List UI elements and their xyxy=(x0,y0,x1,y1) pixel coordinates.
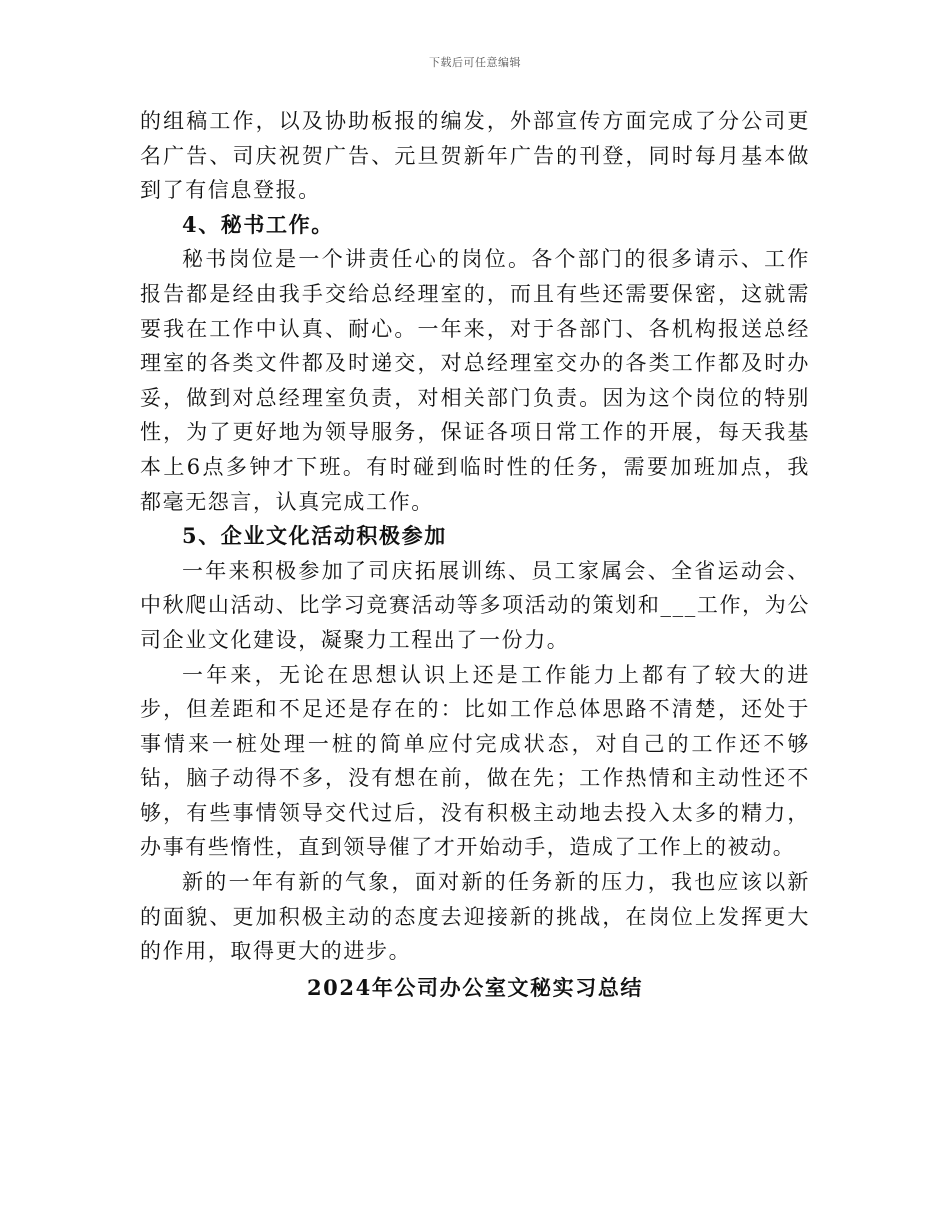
paragraph-outlook: 新的一年有新的气象，面对新的任务新的压力，我也应该以新的面貌、更加积极主动的态度去迎接新的挑战，在岗位上发挥更大的作用，取得更大的进步。 xyxy=(140,870,810,964)
document-body xyxy=(140,104,810,1005)
paragraph-secretary-work: 秘书岗位是一个讲责任心的岗位。各个部门的很多请示、工作报告都是经由我手交给总经理室的，而且有些还需要保密，这就需要我在工作中认真、耐心。一年来，对于各部门、各机构报送总经理室的各类文件都及时递交，对总经理室交办的各类工作都及时办妥，做到对总经理室负责，对相关部门负责。因为这个岗位的特别性，为了更好地为领导服务，保证各项日常工作的开展，每天我基本上6点多钟才下班。有时碰到临时性的任务，需要加班加点，我都毫无怨言，认真完成工作。 xyxy=(140,247,810,514)
section-heading-culture: 5、企业文化活动积极参加 xyxy=(182,523,447,549)
header-note: 下载后可任意编辑 xyxy=(429,56,521,69)
section-heading-secretary: 4、秘书工作。 xyxy=(182,211,334,237)
document-title: 2024年公司办公室文秘实习总结 xyxy=(306,974,644,1000)
paragraph-continued: 的组稿工作，以及协助板报的编发，外部宣传方面完成了分公司更名广告、司庆祝贺广告、元旦贺新年广告的刊登，同时每月基本做到了有信息登报。 xyxy=(140,109,810,203)
paragraph-summary: 一年来，无论在思想认识上还是工作能力上都有了较大的进步，但差距和不足还是存在的：比如工作总体思路不清楚，还处于事情来一桩处理一桩的简单应付完成状态，对自己的工作还不够钻，脑子动得不多，没有想在前，做在先；工作热情和主动性还不够，有些事情领导交代过后，没有积极主动地去投入太多的精力，办事有些惰性，直到领导催了才开始动手，造成了工作上的被动。 xyxy=(140,662,810,860)
paragraph-culture-activities: 一年来积极参加了司庆拓展训练、员工家属会、全省运动会、中秋爬山活动、比学习竞赛活动等多项活动的策划和___工作，为公司企业文化建设，凝聚力工程出了一份力。 xyxy=(140,558,810,652)
